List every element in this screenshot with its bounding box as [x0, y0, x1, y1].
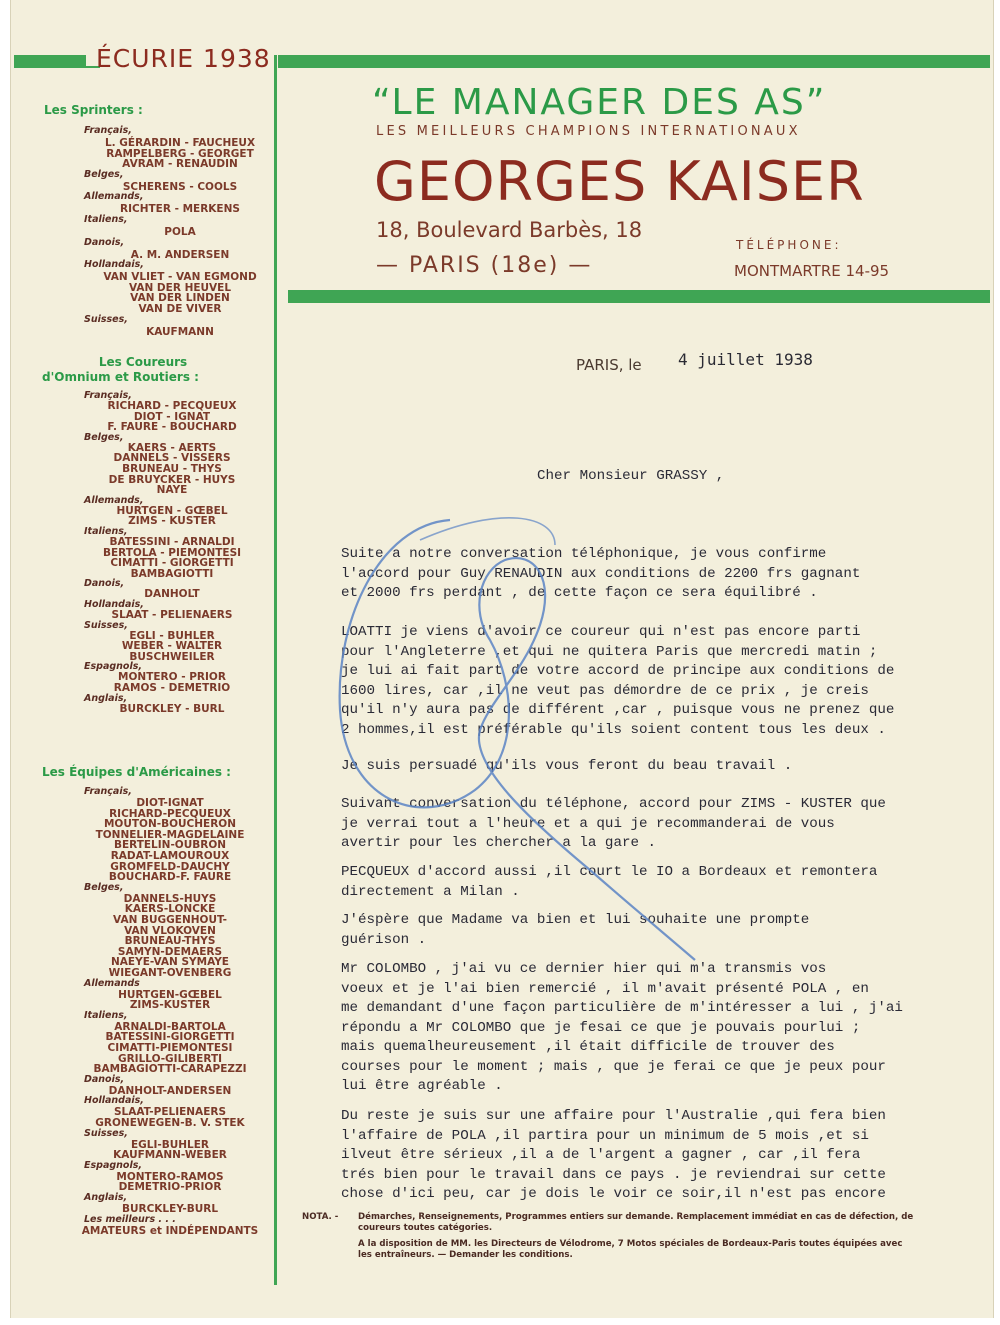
salutation: Cher Monsieur GRASSY ,	[537, 468, 725, 484]
letter-line: me demandant d'une façon particulière de m'intéresser a lui , j'ai	[341, 1000, 903, 1016]
letter-line: Je suis persuadé qu'ils vous feront du beau travail .	[341, 758, 793, 774]
rider-name: RICHTER - MERKENS	[120, 203, 240, 216]
letter-line: je lui ai fait part de votre accord de principe aux conditions de	[341, 663, 895, 679]
nationality-label: Français,	[84, 390, 132, 401]
rider-name: A. M. ANDERSEN	[130, 248, 230, 261]
rider-name: F. FAURE - BOUCHARD	[107, 421, 237, 434]
letter-line: je verrai tout a l'heure et a qui je recommanderai de vous	[341, 815, 835, 832]
letterhead-address: 18, Boulevard Barbès, 18	[376, 218, 643, 242]
rider-name: L. GÉRARDIN - FAUCHEUX	[104, 137, 256, 149]
rider-name: RADAT-LAMOUROUX	[110, 850, 230, 862]
letterhead-subtitle: LES MEILLEURS CHAMPIONS INTERNATIONAUX	[376, 124, 801, 139]
rider-name: ZIMS-KUSTER	[129, 999, 211, 1012]
letter-line: 2 hommes,il est préférable qu'ils soient content tous les deux .	[341, 721, 886, 738]
rider-name: ARNALDI-BARTOLA	[114, 1020, 226, 1033]
pencil-mark-icon	[300, 500, 760, 980]
nota-line-1: NOTA. - Démarches, Renseignements, Programmes entiers sur demande. Remplacement immédiat en cas de défection, de	[302, 1212, 914, 1222]
letter-line: voeux et je l'ai bien remercié , il m'avait présenté POLA , en	[341, 980, 869, 997]
rider-name: RAMPELBERG - GEORGET	[106, 147, 254, 160]
letter-line: PECQUEUX d'accord aussi ,il court le IO a Bordeaux et remontera	[341, 864, 878, 880]
nationality-label: Espagnols,	[84, 1159, 142, 1171]
rider-name: DANHOLT	[144, 588, 200, 601]
letter-line: Suivant conversation du téléphone, accord pour ZIMS - KUSTER que	[341, 796, 886, 812]
rider-name: DIOT - IGNAT	[133, 410, 211, 423]
top-right-rule	[278, 55, 990, 68]
letter-line: avertir pour les chercher a la gare .	[341, 835, 657, 851]
rider-name: BRUNEAU - THYS	[122, 463, 222, 475]
nationality-label: Suisses,	[84, 619, 128, 631]
rider-name: POLA	[164, 226, 196, 238]
rider-name: DANNELS-HUYS	[123, 892, 217, 905]
nationality-label: Hollandais,	[84, 259, 144, 271]
mid-rule	[288, 290, 990, 303]
rider-name: GROMFELD-DAUCHY	[110, 860, 230, 873]
nationality-label: Danois,	[84, 236, 125, 248]
rider-name: AMATEURS et INDÉPENDANTS	[81, 1224, 259, 1237]
nationality-label: Belges,	[84, 168, 124, 180]
letter-line: LOATTI je viens d'avoir ce coureur qui n'est pas encore parti	[341, 624, 861, 640]
rider-name: RAMOS - DEMETRIO	[113, 682, 231, 694]
letter-line: Mr COLOMBO , j'ai vu ce dernier hier qui m'a transmis vos	[341, 961, 827, 977]
letter-line: pour l'Angleterre ,et qui ne quitera Paris que mercredi matin ;	[341, 643, 878, 660]
rider-name: KAERS-LONCKE	[124, 903, 216, 916]
left-accent-rule	[14, 66, 100, 68]
rider-name: VAN VLIET - VAN EGMOND	[103, 271, 257, 284]
letter-line: ilveut être sérieux ,il a de l'argent a gagner , car ,il fera	[341, 1147, 861, 1163]
rider-name: VAN DE VIVER	[138, 303, 222, 315]
letter-line: chose d'ici peu, car je dois le voir ce soir,il n'est pas encore	[341, 1186, 886, 1202]
nationality-label: Allemands	[84, 977, 140, 989]
rider-name: RICHARD-PECQUEUX	[109, 807, 231, 820]
nationality-label: Les meilleurs . . .	[84, 1213, 176, 1225]
stable-title: ÉCURIE 1938	[96, 44, 271, 73]
rider-name: RICHARD - PECQUEUX	[107, 400, 237, 412]
letter-line: lui être agréable .	[341, 1078, 503, 1094]
letter-line: qu'il n'y aura pas de différent ,car , puisque vous ne prenez que	[341, 702, 895, 718]
rider-name: TONNELIER-MAGDELAINE	[95, 828, 245, 841]
nationality-label: Danois,	[84, 578, 125, 590]
nationality-label: Allemands,	[84, 494, 144, 506]
nationality-label: Italiens,	[84, 214, 128, 225]
letter-line: l'affaire de POLA ,il partira pour un minimum de 5 mois ,et si	[341, 1127, 869, 1144]
rider-name: HURTGEN - GŒBEL	[116, 504, 228, 517]
rider-name: VAN VLOKOVEN	[124, 924, 216, 937]
letter-line: 1600 lires, car ,il ne veut pas démordre de ce prix , je creis	[341, 682, 869, 699]
rider-name: EGLI - BUHLER	[129, 629, 215, 642]
section-equipes: Les Équipes d'Américaines :	[42, 765, 231, 779]
rider-name: BURCKLEY-BURL	[121, 1203, 219, 1215]
rider-name: DANNELS - VISSERS	[113, 452, 231, 465]
rider-name: BURCKLEY - BURL	[119, 702, 225, 715]
letter-line: J'éspère que Madame va bien et lui souhaite une prompte	[341, 912, 810, 928]
nationality-label: Hollandais,	[84, 599, 144, 610]
nota-line-4: les entraîneurs. — Demander les conditions.	[358, 1250, 573, 1260]
letterhead-city: — PARIS (18e) —	[376, 253, 593, 278]
rider-name: EGLI-BUHLER	[130, 1138, 209, 1151]
letter-line: courses pour le moment ; mais , que je ferai ce que je peux pour	[341, 1058, 886, 1075]
nationality-label: Français,	[84, 125, 132, 136]
section-routiers-sub: d'Omnium et Routiers :	[42, 370, 199, 384]
telephone-number: MONTMARTRE 14-95	[734, 262, 890, 280]
nationality-label: Suisses,	[84, 313, 128, 325]
nota-line-2: coureurs toutes catégories.	[358, 1223, 493, 1233]
rider-name: MONTERO-RAMOS	[116, 1170, 224, 1183]
nationality-label: Belges,	[84, 431, 124, 443]
nota-line-3: A la disposition de MM. les Directeurs de Vélodrome, 7 Motos spéciales de Bordeaux-Paris toutes équipées avec	[358, 1239, 903, 1249]
rider-name: KAUFMANN-WEBER	[113, 1149, 227, 1162]
letter-line: Suite a notre conversation téléphonique, je vous confirme	[341, 546, 827, 562]
telephone-label: TÉLÉPHONE:	[736, 238, 842, 252]
letter-line: et 2000 frs perdant , de cette façon ce sera équilibré .	[341, 585, 818, 601]
letter-line: répondu a Mr COLOMBO que je fesai ce que je pouvais pourlui ;	[341, 1019, 861, 1036]
rider-name: DIOT-IGNAT	[136, 797, 204, 809]
nationality-label: Hollandais,	[84, 1095, 144, 1107]
rider-name: BERTOLA - PIEMONTESI	[102, 546, 242, 559]
rider-name: BRUNEAU-THYS	[124, 935, 216, 948]
rider-name: DANHOLT-ANDERSEN	[108, 1084, 232, 1097]
rider-name: NAEYE-VAN SYMAYE	[111, 956, 229, 969]
nationality-label: Belges,	[84, 881, 124, 893]
rider-name: MONTERO - PRIOR	[118, 671, 226, 684]
nationality-label: Anglais,	[84, 1192, 128, 1203]
rider-name: WEBER - WALTER	[121, 640, 223, 653]
rider-name: DEMETRIO-PRIOR	[118, 1181, 222, 1194]
nationality-label: Français,	[84, 786, 132, 797]
rider-name: SCHERENS - COOLS	[122, 180, 238, 193]
nationality-label: Anglais,	[84, 692, 128, 704]
letterhead-slogan: “LE MANAGER DES AS”	[372, 82, 827, 123]
nationality-label: Danois,	[84, 1073, 125, 1085]
letter-line: trés bien pour le travail dans ce pays . je reviendrai sur cette	[341, 1166, 886, 1183]
nationality-label: Espagnols,	[84, 661, 142, 673]
letter-line: l'accord pour Guy RENAUDIN aux conditions de 2200 frs gagnant	[341, 565, 861, 582]
rider-name: CIMATTI - GIORGETTI	[110, 557, 234, 570]
rider-name: BATESSINI-GIORGETTI	[105, 1031, 235, 1044]
rider-name: VAN DER HEUVEL	[128, 281, 232, 294]
letter-line: mais quemalheureusement ,il était difficile de trouver des	[341, 1039, 835, 1055]
rider-name: SAMYN-DEMAERS	[117, 945, 223, 958]
letter-date: 4 juillet 1938	[678, 350, 813, 369]
letter-line: directement a Milan .	[341, 883, 520, 900]
rider-name: BOUCHARD-F. FAURE	[108, 871, 232, 884]
letterhead-name: GEORGES KAISER	[374, 150, 865, 213]
section-sprinters: Les Sprinters :	[44, 103, 143, 117]
rider-name: GRILLO-GILIBERTI	[117, 1052, 223, 1065]
sidebar-divider	[274, 55, 277, 1285]
rider-name: MOUTON-BOUCHERON	[103, 818, 237, 831]
rider-name: KAERS - AERTS	[127, 441, 217, 454]
rider-name: SLAAT - PELIENAERS	[111, 609, 233, 621]
rider-name: BATESSINI - ARNALDI	[109, 536, 235, 548]
rider-name: VAN DER LINDEN	[130, 292, 230, 305]
nationality-label: Italiens,	[84, 526, 128, 537]
rider-name: NAYE	[156, 484, 188, 497]
letter-line: Du reste je suis sur une affaire pour l'Australie ,qui fera bien	[341, 1108, 886, 1124]
nationality-label: Italiens,	[84, 1009, 128, 1021]
rider-name: BAMBAGIOTTI-CARAPEZZI	[93, 1063, 247, 1076]
rider-name: WIEGANT-OVENBERG	[108, 967, 232, 979]
nationality-label: Suisses,	[84, 1127, 128, 1139]
rider-name: KAUFMANN	[146, 325, 214, 338]
rider-name: BUSCHWEILER	[129, 650, 215, 663]
rider-name: SLAAT-PELIENAERS	[113, 1106, 227, 1119]
rider-name: DE BRUYCKER - HUYS	[108, 473, 236, 486]
rider-name: GRONEWEGEN-B. V. STEK	[95, 1117, 245, 1129]
rider-name: VAN BUGGENHOUT-	[113, 914, 227, 926]
section-routiers: Les Coureurs	[98, 355, 188, 369]
rider-name: BAMBAGIOTTI	[130, 567, 214, 580]
date-prefix: PARIS, le	[576, 356, 642, 374]
rider-name: AVRAM - RENAUDIN	[122, 158, 238, 171]
nationality-label: Allemands,	[84, 191, 144, 203]
rider-name: CIMATTI-PIEMONTESI	[107, 1042, 233, 1054]
letter-line: guérison .	[341, 931, 427, 948]
rider-name: ZIMS - KUSTER	[128, 515, 216, 528]
rider-name: HURTGEN-GŒBEL	[118, 988, 222, 1001]
rider-name: BERTELIN-OUBRON	[113, 839, 227, 852]
